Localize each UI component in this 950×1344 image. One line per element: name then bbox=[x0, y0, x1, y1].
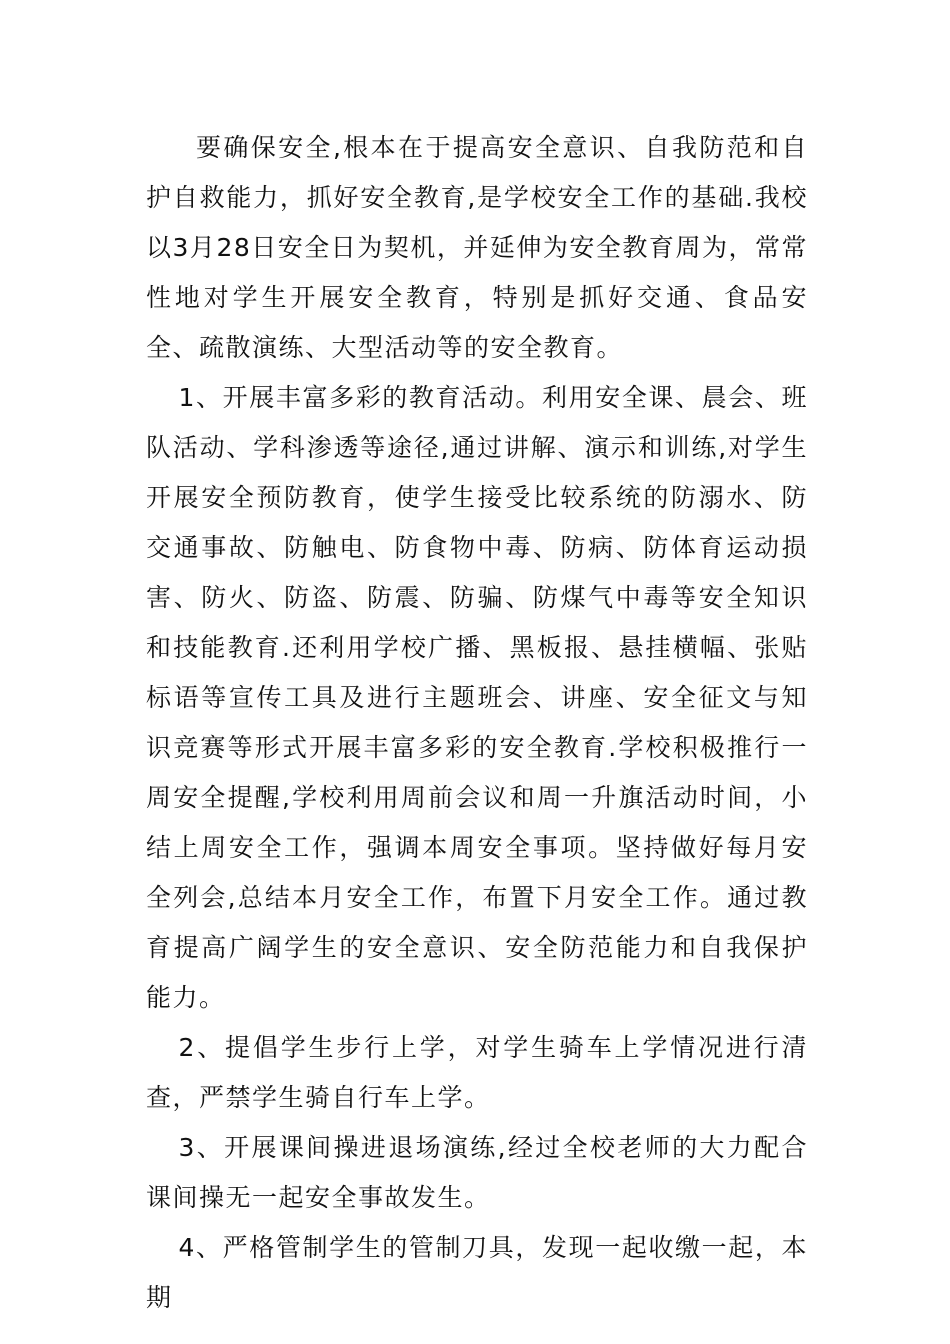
paragraph-item-2: 2、提倡学生步行上学，对学生骑车上学情况进行清查，严禁学生骑自行车上学。 bbox=[146, 1033, 808, 1112]
paragraph-item-4: 4、严格管制学生的管制刀具，发现一起收缴一起，本期 bbox=[146, 1233, 808, 1312]
paragraph-item-1: 1、开展丰富多彩的教育活动。利用安全课、晨会、班队活动、学科渗透等途径,通过讲解、演示和训练,对学生开展安全预防教育，使学生接受比较系统的防溺水、防交通事故、防触电、防食物中毒、防病、防体育运动损害、防火、防盗、防震、防骗、防煤气中毒等安全知识和技能教育.还利用学校广播、黑板报、悬挂横幅、张贴标语等宣传工具及进行主题班会、讲座、安全征文与知识竞赛等形式开展丰富多彩的安全教育.学校积极推行一周安全提醒,学校利用周前会议和周一升旗活动时间，小结上周安全工作，强调本周安全事项。坚持做好每月安全列会,总结本月安全工作，布置下月安全工作。通过教育提高广阔学生的安全意识、安全防范能力和自我保护能力。 bbox=[146, 383, 808, 1012]
document-body bbox=[146, 123, 808, 1323]
paragraph-item-3: 3、开展课间操进退场演练,经过全校老师的大力配合课间操无一起安全事故发生。 bbox=[146, 1133, 808, 1212]
paragraph-intro: 要确保安全,根本在于提高安全意识、自我防范和自护自救能力，抓好安全教育,是学校安全工作的基础.我校以3月28日安全日为契机，并延伸为安全教育周为，常常性地对学生开展安全教育，特别是抓好交通、食品安全、疏散演练、大型活动等的安全教育。 bbox=[146, 133, 808, 362]
